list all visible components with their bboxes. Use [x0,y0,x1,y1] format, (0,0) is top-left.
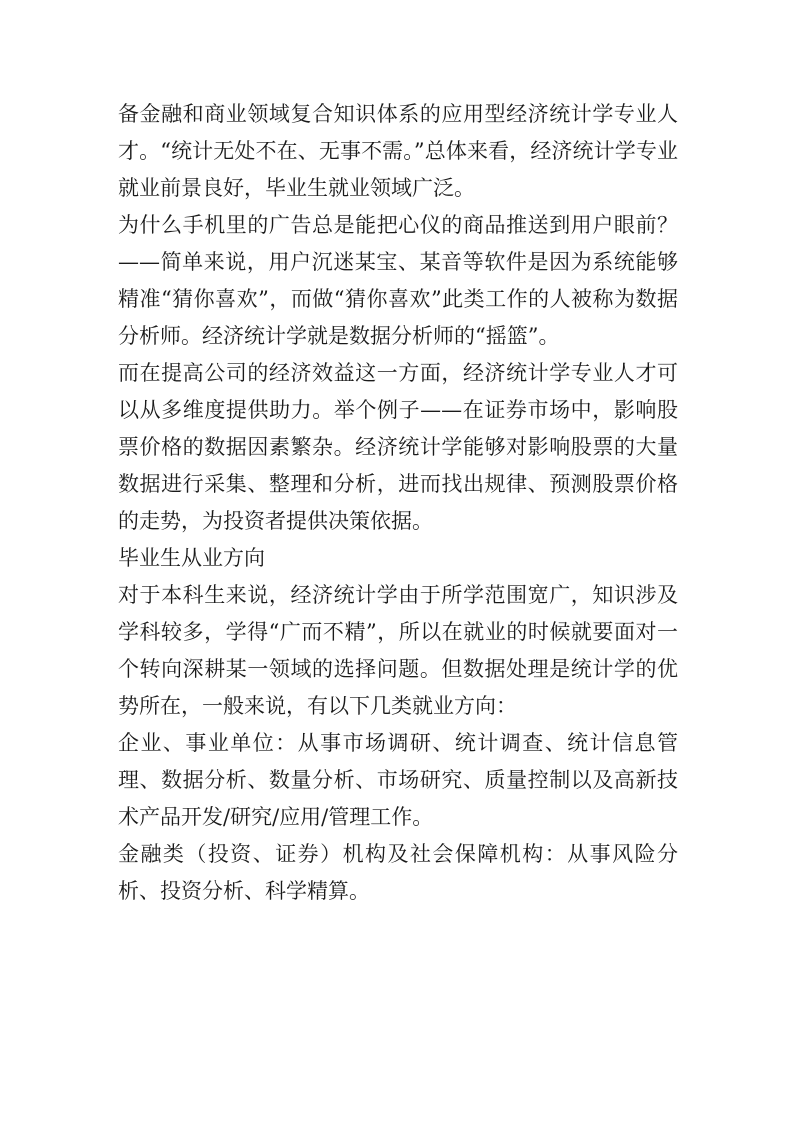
paragraph-undergraduate: 对于本科生来说，经济统计学由于所学范围宽广，知识涉及学科较多，学得“广而不精”，所以在就业的时候就要面对一个转向深耕某一领域的选择问题。但数据处理是统计学的优势所在，一般来说，有以下几类就业方向： [118,583,678,718]
paragraph-enterprise: 企业、事业单位：从事市场调研、统计调查、统计信息管理、数据分析、数量分析、市场研究、质量控制以及高新技术产品开发/研究/应用/管理工作。 [118,731,678,829]
section-heading-career-direction: 毕业生从业方向 [118,546,265,570]
paragraph-talent-summary: 备金融和商业领域复合知识体系的应用型经济统计学专业人才。“统计无处不在、无事不需。”总体来看，经济统计学专业就业前景良好，毕业生就业领域广泛。 [118,102,678,200]
paragraph-stock-example: 而在提高公司的经济效益这一方面，经济统计学专业人才可以从多维度提供助力。举个例子——在证券市场中，影响股票价格的数据因素繁杂。经济统计学能够对影响股票的大量数据进行采集、整理和分析，进而找出规律、预测股票价格的走势，为投资者提供决策依据。 [118,361,678,533]
paragraph-data-analyst: 为什么手机里的广告总是能把心仪的商品推送到用户眼前？——简单来说，用户沉迷某宝、某音等软件是因为系统能够精准“猜你喜欢”，而做“猜你喜欢”此类工作的人被称为数据分析师。经济统计学就是数据分析师的“摇篮”。 [118,213,678,348]
document-body [118,96,678,910]
paragraph-finance: 金融类（投资、证券）机构及社会保障机构：从事风险分析、投资分析、科学精算。 [118,842,678,903]
